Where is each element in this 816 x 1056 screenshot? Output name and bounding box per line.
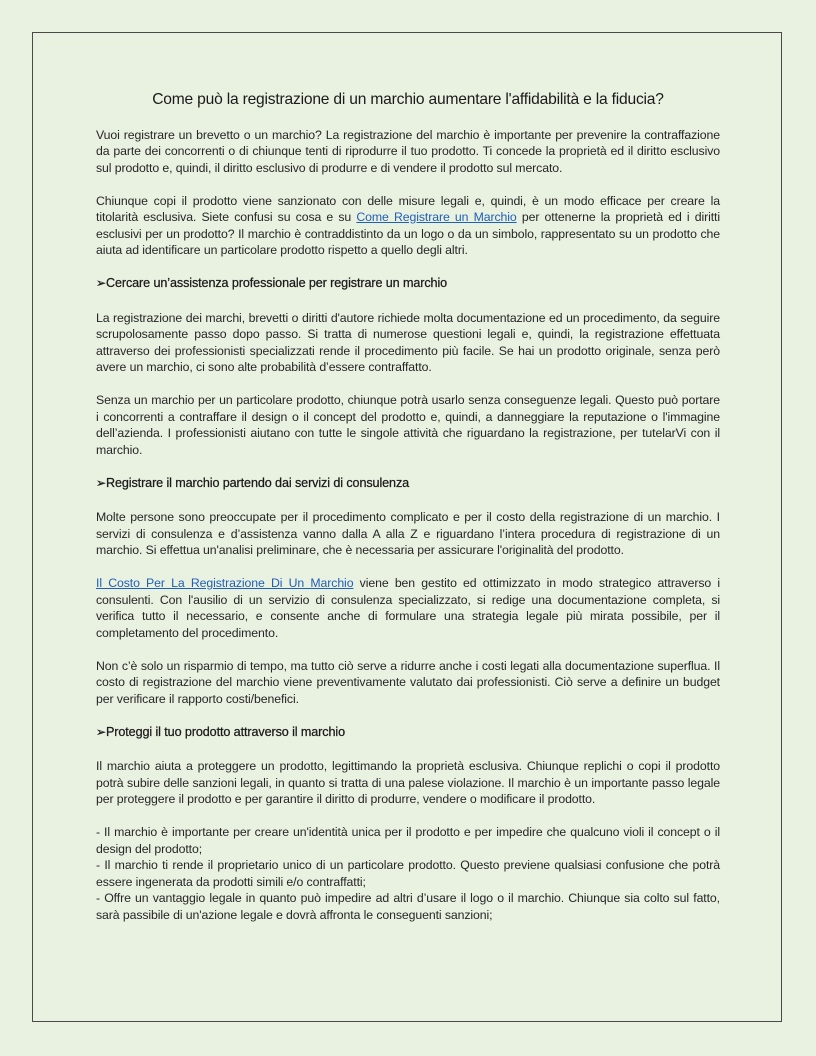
arrow-bullet-icon: ➢ [96, 475, 106, 490]
list-item: - Offre un vantaggio legale in quanto può impedire ad altri d’usare il logo o il marchio. Chiunque sia colto sul fatto, sarà passibile di un'azione legale e dovrà affronta le conseguenti sanzioni; [96, 891, 720, 922]
section1-paragraph-2: Senza un marchio per un particolare prodotto, chiunque potrà usarlo senza conseguenze legali. Questo può portare i concorrenti a contraffare il design o il concept del prodotto e, quindi, a danneggiare la reputazione o l'immagine dell’azienda. I professionisti aiutano con tutte le singole attività che riguardano la registrazione, per tutelarVi con il marchio. [96, 393, 720, 457]
page-title: Come può la registrazione di un marchio aumentare l'affidabilità e la fiducia? [152, 91, 664, 108]
document-body [96, 92, 720, 923]
intro-paragraph-1: Vuoi registrare un brevetto o un marchio? La registrazione del marchio è importante per prevenire la contraffazione da parte dei concorrenti o di chiunque tenti di riprodurre il tuo prodotto. Ti concede la proprietà ed il diritto esclusivo sul prodotto e, quindi, il diritto esclusivo di produrre e di vendere il prodotto sul mercato. [96, 127, 720, 175]
costo-registrazione-link[interactable]: Il Costo Per La Registrazione Di Un Marchio [96, 576, 354, 590]
section3-paragraph-1: Il marchio aiuta a proteggere un prodotto, legittimando la proprietà esclusiva. Chiunque replichi o copi il prodotto potrà subire delle sanzioni legali, in quanto si tratta di una palese violazione. Il marchio è un importante passo legale per proteggere il prodotto e per garantire il diritto di produrre, vendere o modificare il prodotto. [96, 759, 720, 806]
intro-paragraph-2 [96, 193, 720, 259]
list-item: - Il marchio ti rende il proprietario unico di un particolare prodotto. Questo previene qualsiasi confusione che potrà essere ingenerata da prodotti simili e/o contraffatti; [96, 858, 720, 889]
section2-text-after-link: viene ben gestito ed ottimizzato in modo strategico attraverso i consulenti. Con l'ausilio di un servizio di consulenza specializzato, si redige una documentazione completa, si verifica tutto il necessario, e consente anche di formulare una strategia legale più mirata possibile, per il completamento del procedimento. [96, 576, 720, 640]
arrow-bullet-icon: ➢ [96, 724, 106, 739]
section2-paragraph-2 [96, 575, 720, 641]
arrow-bullet-icon: ➢ [96, 276, 106, 290]
section-heading-assistenza: ➢Cercare un’assistenza professionale per registrare un marchio [96, 276, 448, 290]
section1-paragraph-1: La registrazione dei marchi, brevetti o diritti d'autore richiede molta documentazione ed un procedimento, da seguire scrupolosamente passo dopo passo. Si tratta di numerose questioni legali e, quindi, la registrazione effettuata attraverso dei professionisti specializzati rende il procedimento più facile. Se hai un prodotto originale, senza però avere un marchio, ci sono alte probabilità d’essere contraffatto. [96, 310, 720, 374]
section-heading-consulenza: ➢Registrare il marchio partendo dai servizi di consulenza [96, 475, 410, 490]
intro-text-after-link: per ottenerne la proprietà ed i diritti esclusivi per un prodotto? Il marchio è contraddistinto da un logo o da un simbolo, rappresentato su un prodotto che aiuta ad identificare un particolare prodotto rispetto a quello degli altri. [96, 210, 720, 257]
section2-paragraph-3: Non c’è solo un risparmio di tempo, ma tutto ciò serve a ridurre anche i costi legati alla documentazione superflua. Il costo di registrazione del marchio viene preventivamente valutato dai professionisti. Ciò serve a definire un budget per verificare il rapporto costi/benefici. [96, 658, 720, 706]
come-registrare-marchio-link[interactable]: Come Registrare un Marchio [356, 210, 517, 224]
section-heading-proteggi: ➢Proteggi il tuo prodotto attraverso il marchio [96, 724, 345, 739]
section2-paragraph-1: Molte persone sono preoccupate per il procedimento complicato e per il costo della registrazione di un marchio. I servizi di consulenza e d’assistenza vanno dalla A alla Z e riguardano l’intera procedura di registrazione di un marchio. Si effettua un'analisi preliminare, che è necessaria per assicurare l'originalità del prodotto. [96, 510, 720, 557]
intro-text-before-link: Chiunque copi il prodotto viene sanzionato con delle misure legali e, quindi, è un modo efficace per creare la titolarità esclusiva. Siete confusi su cosa e su [96, 193, 720, 224]
list-item: - Il marchio è importante per creare un'identità unica per il prodotto e per impedire che qualcuno violi il concept o il design del prodotto; [96, 825, 720, 856]
